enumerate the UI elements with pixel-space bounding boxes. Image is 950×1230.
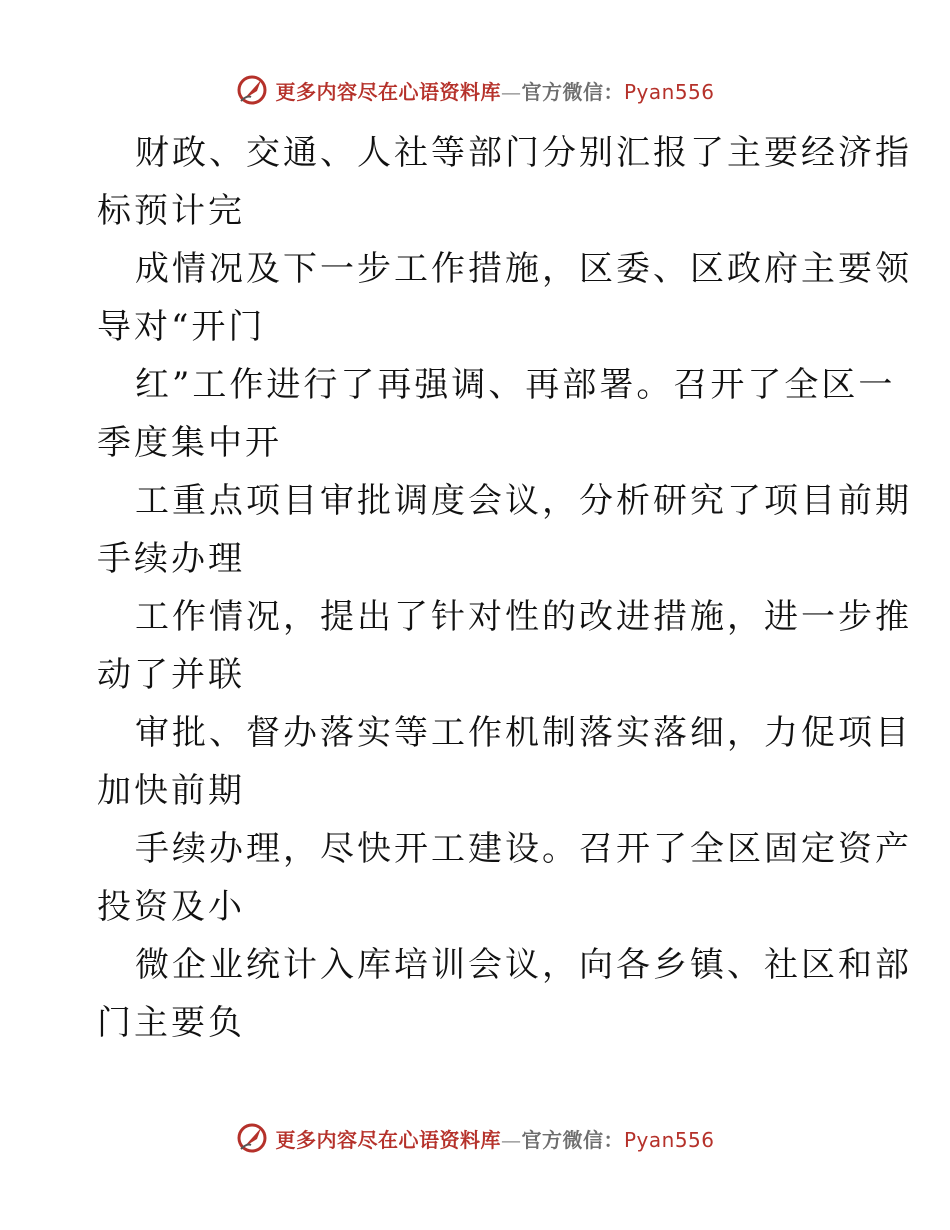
paragraph-line-2: 动了并联 [97,655,245,695]
paragraph [97,820,912,936]
paragraph [97,588,912,704]
paragraph-line-1: 红”工作进行了再强调、再部署。召开了全区一 [135,365,896,405]
paragraph-line-2: 季度集中开 [97,423,282,463]
quill-pen-circle-icon [235,73,269,107]
banner-official-label: 官方微信： [521,1127,624,1152]
paragraph-line-2: 手续办理 [97,539,245,579]
paragraph [97,124,912,240]
paragraph-line-1: 微企业统计入库培训会议，向各乡镇、社区和部 [135,945,912,985]
paragraph-line-1: 成情况及下一步工作措施，区委、区政府主要领 [135,249,912,289]
paragraph [97,472,912,588]
paragraph-line-1: 审批、督办落实等工作机制落实落细，力促项目 [135,713,912,753]
paragraph-line-1: 财政、交通、人社等部门分别汇报了主要经济指 [135,133,912,173]
paragraph-line-2: 加快前期 [97,771,245,811]
banner-separator: — [500,79,522,104]
paragraph [97,356,896,472]
paragraph [97,936,912,1052]
paragraph-line-1: 手续办理，尽快开工建设。召开了全区固定资产 [135,829,912,869]
paragraph [97,240,912,356]
paragraph [97,704,912,820]
document-body [97,124,912,1052]
paragraph-line-2: 标预计完 [97,191,245,231]
paragraph-line-2: 门主要负 [97,1003,245,1043]
paragraph-line-2: 导对“开门 [97,307,266,347]
banner-site-text: 更多内容尽在心语资料库 [275,79,501,104]
banner-official-label: 官方微信： [521,79,624,104]
footer-banner [0,1118,950,1158]
banner-text [275,76,714,105]
paragraph-line-2: 投资及小 [97,887,245,927]
header-banner [0,70,950,110]
banner-site-text: 更多内容尽在心语资料库 [275,1127,501,1152]
paragraph-line-1: 工重点项目审批调度会议，分析研究了项目前期 [135,481,912,521]
paragraph-line-1: 工作情况，提出了针对性的改进措施，进一步推 [135,597,912,637]
quill-pen-circle-icon [235,1121,269,1155]
banner-text [275,1124,714,1153]
banner-wechat-id: Pyan556 [623,79,715,104]
banner-wechat-id: Pyan556 [623,1127,715,1152]
banner-separator: — [500,1127,522,1152]
